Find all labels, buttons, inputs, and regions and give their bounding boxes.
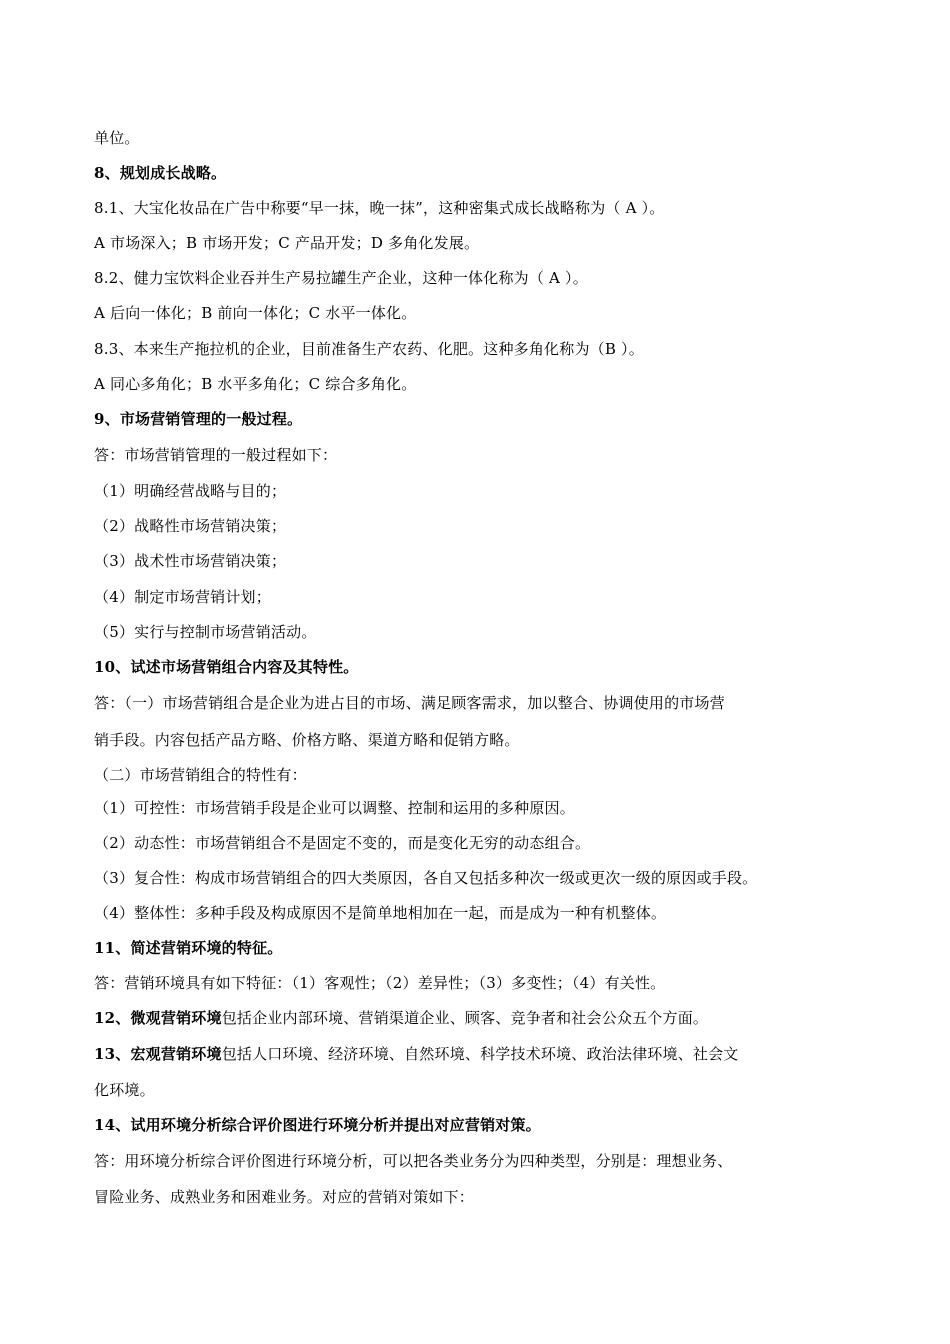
list-item: （1）明确经营战略与目的； <box>94 482 287 500</box>
section-heading: 9、市场营销管理的一般过程。 <box>94 410 303 428</box>
answer-line: 答：用环境分析综合评价图进行环境分析，可以把各类业务分为四种类型，分别是：理想业务、 <box>94 1152 733 1170</box>
section-heading: 8、规划成长战略。 <box>94 164 227 182</box>
section-heading: 11、简述营销环境的特征。 <box>94 939 283 957</box>
text-line: 单位。 <box>94 129 140 147</box>
list-item: （4）整体性：多种手段及构成原因不是简单地相加在一起，而是成为一种有机整体。 <box>94 904 667 922</box>
definition-line <box>94 1044 739 1064</box>
answer-line: 冒险业务、成熟业务和困难业务。对应的营销对策如下： <box>94 1188 475 1206</box>
definition-line <box>94 1008 708 1028</box>
section-heading: 14、试用环境分析综合评价图进行环境分析并提出对应营销对策。 <box>94 1116 541 1134</box>
answer-line: 答：营销环境具有如下特征：（1）客观性；（2）差异性；（3）多变性；（4）有关性。 <box>94 974 666 992</box>
answer-line: 销手段。内容包括产品方略、价格方略、渠道方略和促销方略。 <box>94 731 520 749</box>
question-line: 8.2、健力宝饮料企业吞并生产易拉罐生产企业，这种一体化称为（ A ）。 <box>94 269 588 287</box>
list-item: （3）复合性：构成市场营销组合的四大类原因，各自又包括多种次一级或更次一级的原因或手段。 <box>94 869 758 887</box>
answer-line: 答：市场营销管理的一般过程如下： <box>94 446 338 464</box>
list-item: （3）战术性市场营销决策； <box>94 552 287 570</box>
options-line: A 同心多角化；B 水平多角化；C 综合多角化。 <box>94 375 417 393</box>
answer-line: （二）市场营销组合的特性有： <box>94 766 307 784</box>
term-heading: 12、微观营销环境 <box>94 1009 222 1027</box>
list-item: （4）制定市场营销计划； <box>94 588 271 606</box>
answer-line: 答：（一）市场营销组合是企业为进占目的市场、满足顾客需求，加以整合、协调使用的市场营 <box>94 694 725 712</box>
term-heading: 13、宏观营销环境 <box>94 1045 222 1063</box>
definition-text: 包括人口环境、经济环境、自然环境、科学技术环境、政治法律环境、社会文 <box>221 1045 739 1063</box>
section-heading: 10、试述市场营销组合内容及其特性。 <box>94 658 359 676</box>
definition-text: 包括企业内部环境、营销渠道企业、顾客、竞争者和社会公众五个方面。 <box>221 1009 709 1027</box>
list-item: （1）可控性：市场营销手段是企业可以调整、控制和运用的多种原因。 <box>94 799 575 817</box>
list-item: （5）实行与控制市场营销活动。 <box>94 623 317 641</box>
question-line: 8.3、本来生产拖拉机的企业，目前准备生产农药、化肥。这种多角化称为（B ）。 <box>94 340 644 358</box>
options-line: A 后向一体化；B 前向一体化；C 水平一体化。 <box>94 304 417 322</box>
question-line: 8.1、大宝化妆品在广告中称要“早一抹，晚一抹”，这种密集式成长战略称为（ A ）。 <box>94 199 665 217</box>
list-item: （2）战略性市场营销决策； <box>94 517 287 535</box>
options-line: A 市场深入；B 市场开发；C 产品开发；D 多角化发展。 <box>94 234 480 252</box>
text-line: 化环境。 <box>94 1081 155 1099</box>
list-item: （2）动态性：市场营销组合不是固定不变的，而是变化无穷的动态组合。 <box>94 834 591 852</box>
